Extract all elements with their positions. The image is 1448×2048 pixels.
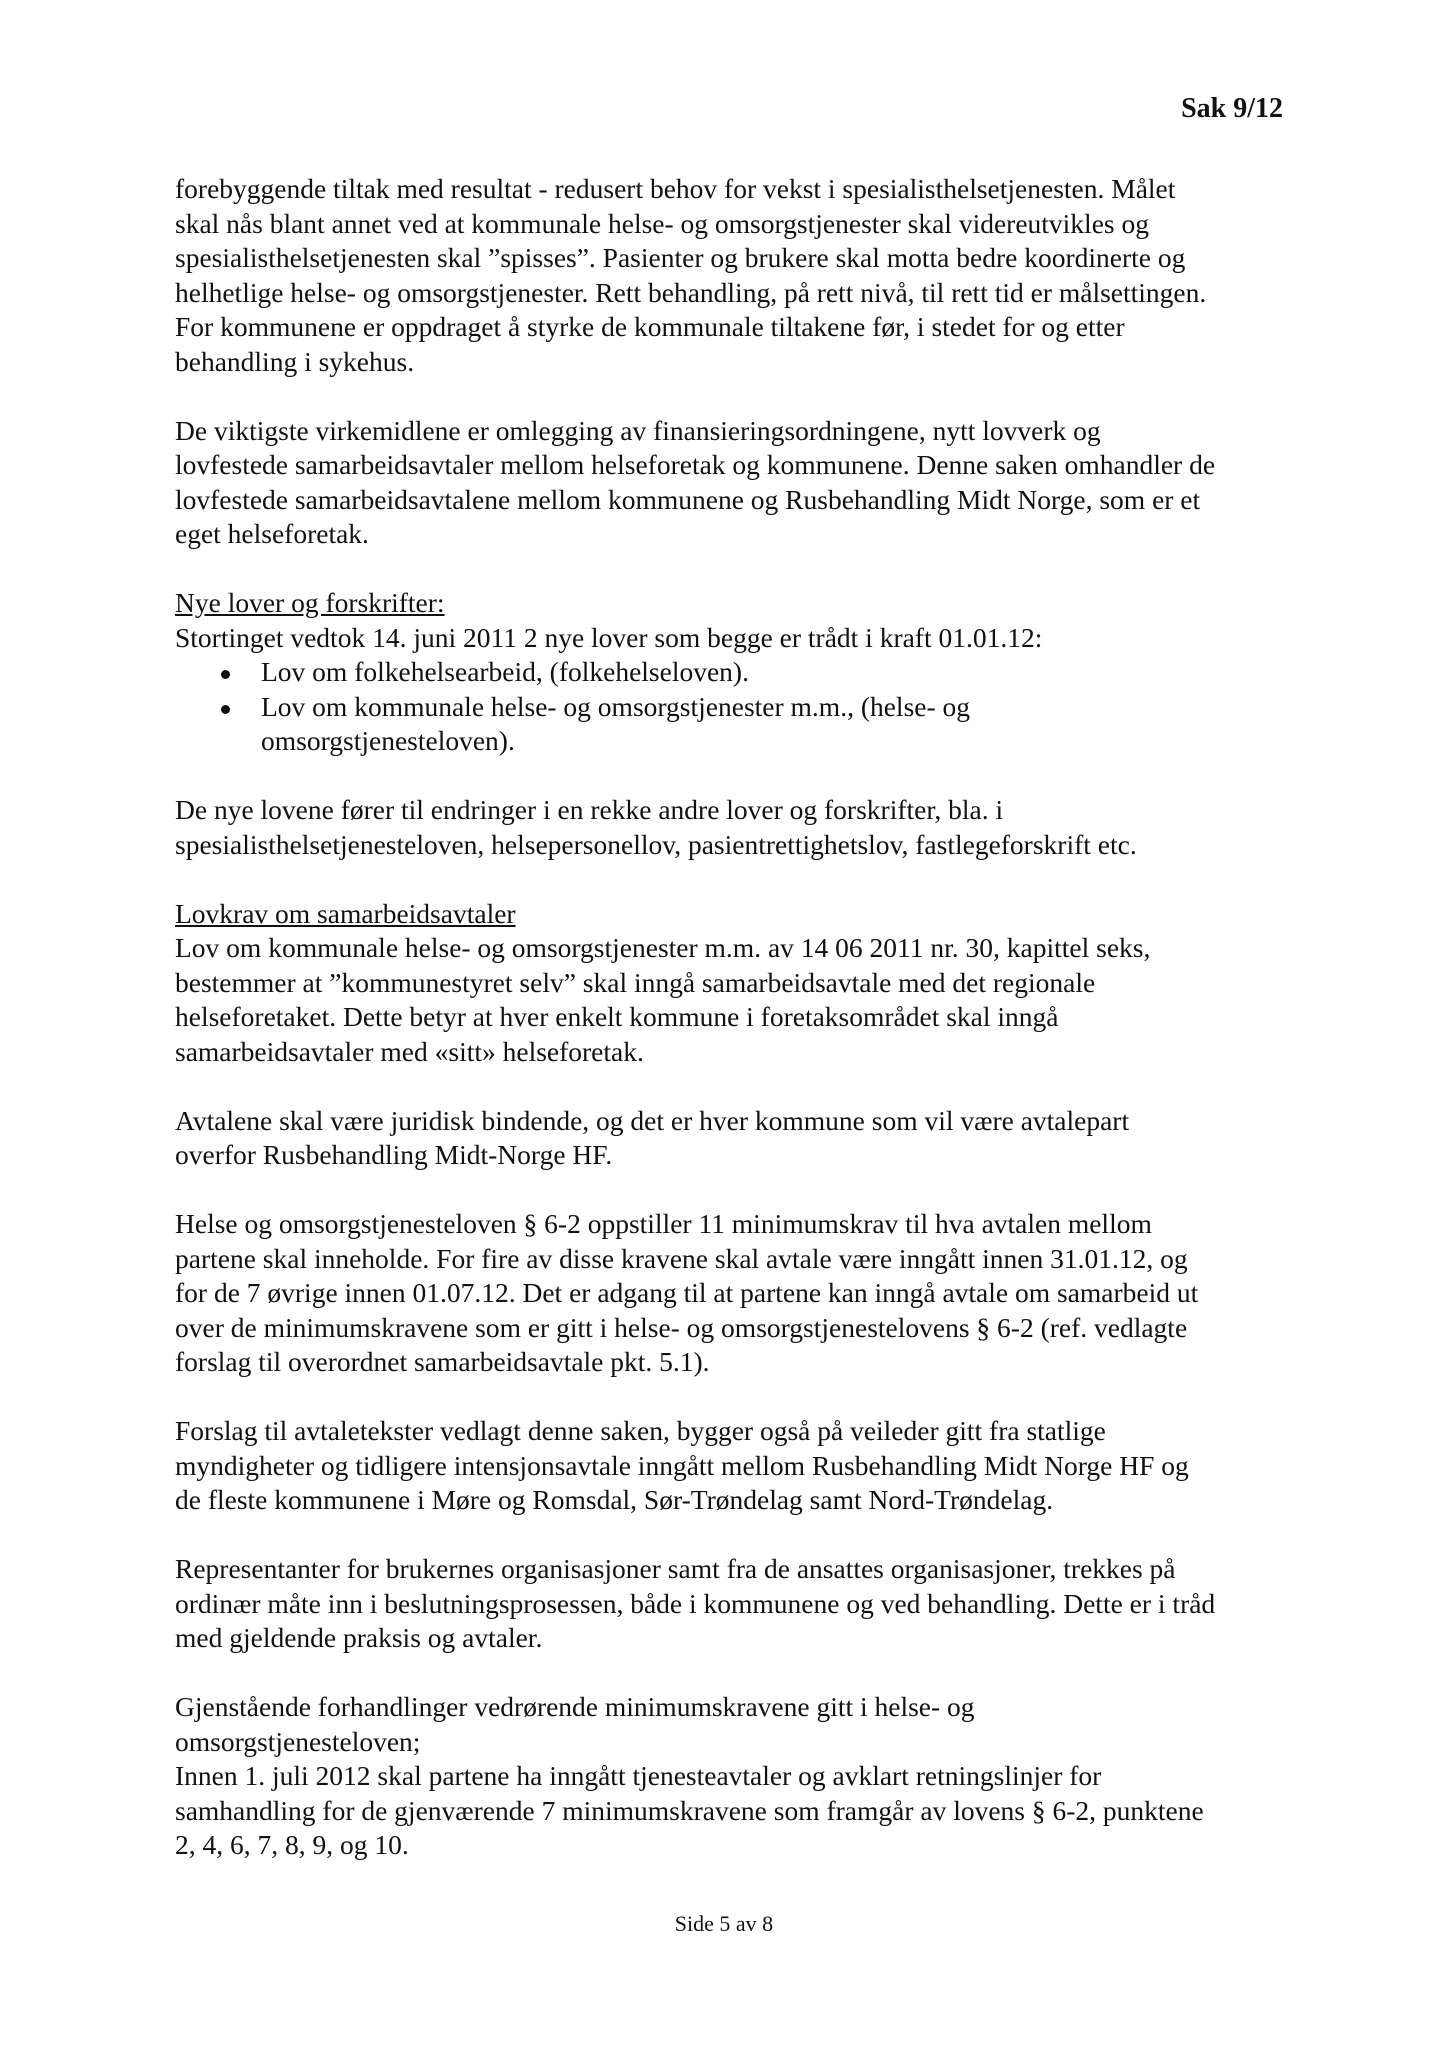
law-list [175,655,1295,759]
text-line: De nye lovene fører til endringer i en rekke andre lover og forskrifter, bla. i [175,794,1004,825]
text-line: Lov om kommunale helse- og omsorgstjenester m.m. av 14 06 2011 nr. 30, kapittel seks, [175,932,1151,963]
text-line: 2, 4, 6, 7, 8, 9, og 10. [175,1829,409,1860]
section-agreement-requirements [175,897,1295,1070]
text-line: Avtalene skal være juridisk bindende, og det er hver kommune som vil være avtalepart [175,1104,1130,1136]
text-line: Helse og omsorgstjenesteloven § 6-2 oppstiller 11 minimumskrav til hva avtalen mellom [175,1208,1152,1239]
text-line: omsorgstjenesteloven; [175,1725,421,1757]
text-line: lovfestede samarbeidsavtalene mellom kommunene og Rusbehandling Midt Norge, som er et [175,483,1201,515]
paragraph-remaining-negotiations [175,1690,1295,1863]
text-line: over de minimumskravene som er gitt i helse- og omsorgstjenestelovens § 6-2 (ref. vedlagte [175,1311,1188,1343]
text-line: samhandling for de gjenværende 7 minimumskravene som framgår av lovens § 6-2, punktene [175,1794,1204,1826]
text-line: med gjeldende praksis og avtaler. [175,1622,543,1653]
text-line: Stortinget vedtok 14. juni 2011 2 nye lover som begge er trådt i kraft 01.01.12: [175,621,1043,653]
text-line: partene skal inneholde. For fire av disse kravene skal avtale være inngått innen 31.01.12, og [175,1242,1188,1274]
text-line: forslag til overordnet samarbeidsavtale pkt. 5.1). [175,1346,710,1377]
text-line: De viktigste virkemidlene er omlegging av finansieringsordningene, nytt lovverk og [175,414,1101,446]
paragraph-instruments [175,414,1295,552]
text-line: Innen 1. juli 2012 skal partene ha inngått tjenesteavtaler og avklart retningslinjer for [175,1760,1102,1791]
text-line: for de 7 øvrige innen 01.07.12. Det er adgang til at partene kan inngå avtale om samarbeid ut [175,1277,1199,1308]
text-line: lovfestede samarbeidsavtaler mellom helseforetak og kommunene. Denne saken omhandler de [175,449,1216,480]
text-line: samarbeidsavtaler med «sitt» helseforetak. [175,1035,644,1067]
text-line: omsorgstjenesteloven). [261,725,515,756]
text-line: overfor Rusbehandling Midt-Norge HF. [175,1139,613,1170]
text-line: For kommunene er oppdraget å styrke de kommunale tiltakene før, i stedet for og etter [175,311,1125,342]
text-line: Gjenstående forhandlinger vedrørende minimumskravene gitt i helse- og [175,1691,975,1722]
paragraph-minimum-requirements [175,1207,1295,1380]
text-line: spesialisthelsetjenesteloven, helsepersonellov, pasientrettighetslov, fastlegeforskrift etc. [175,828,1137,860]
text-line: bestemmer at ”kommunestyret selv” skal inngå samarbeidsavtale med det regionale [175,966,1096,998]
text-line: eget helseforetak. [175,518,369,549]
page-number: Side 5 av 8 [674,1911,774,1936]
text-line: ordinær måte inn i beslutningsprosessen, både i kommunene og ved behandling. Dette er i tråd [175,1587,1216,1619]
text-line: spesialisthelsetjenesten skal ”spisses”. Pasienter og brukere skal motta bedre koordinerte og [175,242,1186,273]
list-item [175,690,1295,759]
case-number: Sak 9/12 [1181,93,1283,124]
paragraph-intro [175,172,1295,379]
text-line: behandling i sykehus. [175,345,415,377]
section-heading: Nye lover og forskrifter: [175,587,445,618]
paragraph-other-laws [175,793,1295,862]
text-line: forebyggende tiltak med resultat - redusert behov for vekst i spesialisthelsetjenesten. Målet [175,173,1176,204]
text-line: helhetlige helse- og omsorgstjenester. Rett behandling, på rett nivå, til rett tid er målsettingen. [175,276,1207,308]
text-line: skal nås blant annet ved at kommunale helse- og omsorgstjenester skal videreutvikles og [175,207,1149,239]
paragraph-representatives [175,1552,1295,1656]
section-new-laws [175,586,1295,655]
text-line: Representanter for brukernes organisasjoner samt fra de ansattes organisasjoner, trekkes på [175,1553,1176,1584]
text-line: de fleste kommunene i Møre og Romsdal, Sør-Trøndelag samt Nord-Trøndelag. [175,1484,1054,1515]
text-line: Forslag til avtaletekster vedlagt denne saken, bygger også på veileder gitt fra statlige [175,1415,1106,1446]
text-line: myndigheter og tidligere intensjonsavtale inngått mellom Rusbehandling Midt Norge HF og [175,1449,1189,1481]
text-line: Lov om kommunale helse- og omsorgstjenester m.m., (helse- og [261,690,971,722]
bullet-icon [221,705,230,714]
section-heading: Lovkrav om samarbeidsavtaler [175,897,516,929]
text-line: helseforetaket. Dette betyr at hver enkelt kommune i foretaksområdet skal inngå [175,1001,1059,1032]
text-line: Lov om folkehelsearbeid, (folkehelseloven). [261,656,749,687]
paragraph-proposals [175,1414,1295,1518]
document-body [175,172,1295,1863]
bullet-icon [221,670,230,679]
list-item [175,655,1295,690]
paragraph-binding [175,1104,1295,1173]
